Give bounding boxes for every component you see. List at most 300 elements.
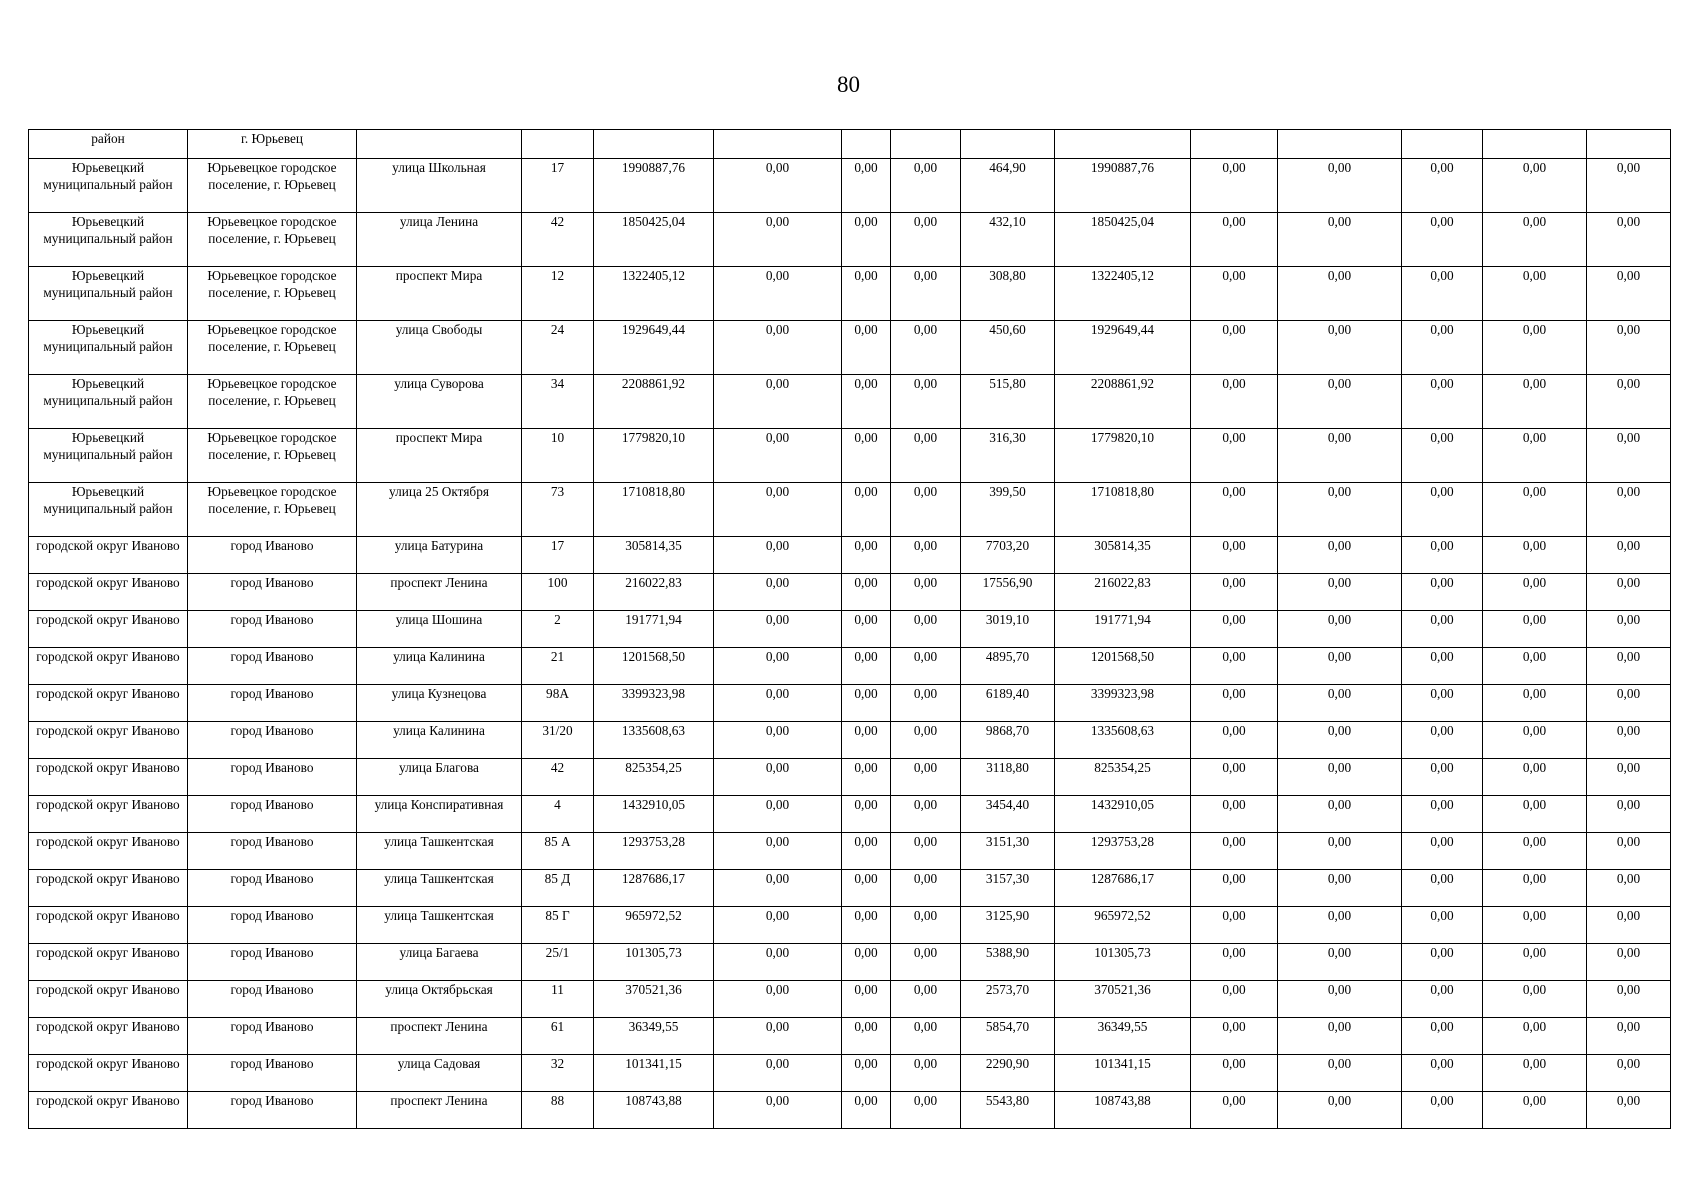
value-cell: 0,00 <box>891 759 961 796</box>
street-cell: улица Благова <box>357 759 522 796</box>
value-cell: 0,00 <box>1278 796 1402 833</box>
value-cell: 0,00 <box>842 321 891 375</box>
street-cell: проспект Мира <box>357 429 522 483</box>
value-cell: 0,00 <box>891 944 961 981</box>
value-cell: 0,00 <box>1483 796 1587 833</box>
empty-cell <box>1191 130 1278 159</box>
total-cost-cell: 1432910,05 <box>594 796 714 833</box>
area-cell: 3454,40 <box>961 796 1055 833</box>
street-cell: улица Конспиративная <box>357 796 522 833</box>
district-cell: городской округ Иваново <box>29 759 188 796</box>
house-number-cell: 24 <box>522 321 594 375</box>
area-cell: 17556,90 <box>961 574 1055 611</box>
area-cell: 3118,80 <box>961 759 1055 796</box>
value-cell: 0,00 <box>1587 833 1671 870</box>
district-cell: городской округ Иваново <box>29 685 188 722</box>
street-cell: улица Батурина <box>357 537 522 574</box>
value-cell: 0,00 <box>714 574 842 611</box>
area-cell: 308,80 <box>961 267 1055 321</box>
total-cost-cell: 1287686,17 <box>594 870 714 907</box>
settlement-cell: город Иваново <box>188 759 357 796</box>
value-cell: 0,00 <box>714 685 842 722</box>
total-cost-cell: 1710818,80 <box>594 483 714 537</box>
settlement-cell: Юрьевецкое городское поселение, г. Юрьевец <box>188 429 357 483</box>
value-cell: 1432910,05 <box>1055 796 1191 833</box>
value-cell: 0,00 <box>1483 648 1587 685</box>
value-cell: 1779820,10 <box>1055 429 1191 483</box>
settlement-cell: Юрьевецкое городское поселение, г. Юрьевец <box>188 267 357 321</box>
value-cell: 0,00 <box>1278 611 1402 648</box>
empty-cell <box>842 130 891 159</box>
value-cell: 216022,83 <box>1055 574 1191 611</box>
street-cell: улица Калинина <box>357 722 522 759</box>
area-cell: 3019,10 <box>961 611 1055 648</box>
value-cell: 0,00 <box>891 213 961 267</box>
value-cell: 0,00 <box>1402 870 1483 907</box>
value-cell: 0,00 <box>891 796 961 833</box>
value-cell: 0,00 <box>891 321 961 375</box>
value-cell: 0,00 <box>1191 321 1278 375</box>
total-cost-cell: 1929649,44 <box>594 321 714 375</box>
value-cell: 0,00 <box>1483 574 1587 611</box>
value-cell: 0,00 <box>714 1055 842 1092</box>
settlement-cell: Юрьевецкое городское поселение, г. Юрьевец <box>188 483 357 537</box>
settlement-cell: г. Юрьевец <box>188 130 357 159</box>
area-cell: 316,30 <box>961 429 1055 483</box>
value-cell: 0,00 <box>1402 722 1483 759</box>
table-row <box>29 267 1671 321</box>
district-cell: городской округ Иваново <box>29 722 188 759</box>
table-row <box>29 1092 1671 1129</box>
street-cell: улица Школьная <box>357 159 522 213</box>
house-number-cell: 85 Д <box>522 870 594 907</box>
value-cell: 0,00 <box>1278 944 1402 981</box>
table-row <box>29 375 1671 429</box>
house-number-cell: 61 <box>522 1018 594 1055</box>
value-cell: 0,00 <box>1402 648 1483 685</box>
value-cell: 36349,55 <box>1055 1018 1191 1055</box>
total-cost-cell: 1850425,04 <box>594 213 714 267</box>
value-cell: 370521,36 <box>1055 981 1191 1018</box>
value-cell: 0,00 <box>1587 429 1671 483</box>
value-cell: 0,00 <box>891 648 961 685</box>
value-cell: 0,00 <box>1191 483 1278 537</box>
value-cell: 0,00 <box>1278 1018 1402 1055</box>
value-cell: 0,00 <box>891 483 961 537</box>
value-cell: 0,00 <box>891 833 961 870</box>
value-cell: 0,00 <box>714 981 842 1018</box>
area-cell: 3157,30 <box>961 870 1055 907</box>
value-cell: 0,00 <box>1483 483 1587 537</box>
district-cell: Юрьевецкий муниципальный район <box>29 321 188 375</box>
settlement-cell: город Иваново <box>188 1092 357 1129</box>
value-cell: 0,00 <box>1191 429 1278 483</box>
value-cell: 0,00 <box>1483 685 1587 722</box>
area-cell: 6189,40 <box>961 685 1055 722</box>
value-cell: 0,00 <box>714 611 842 648</box>
value-cell: 0,00 <box>842 648 891 685</box>
table-row <box>29 981 1671 1018</box>
street-cell: улица Ташкентская <box>357 870 522 907</box>
value-cell: 0,00 <box>1191 574 1278 611</box>
house-number-cell: 42 <box>522 759 594 796</box>
value-cell: 0,00 <box>891 1055 961 1092</box>
house-number-cell: 98А <box>522 685 594 722</box>
empty-cell <box>357 130 522 159</box>
value-cell: 0,00 <box>1402 833 1483 870</box>
table-row <box>29 759 1671 796</box>
value-cell: 0,00 <box>1483 375 1587 429</box>
table-row <box>29 483 1671 537</box>
value-cell: 0,00 <box>714 429 842 483</box>
value-cell: 0,00 <box>842 267 891 321</box>
street-cell: улица 25 Октября <box>357 483 522 537</box>
house-number-cell: 17 <box>522 537 594 574</box>
empty-cell <box>1278 130 1402 159</box>
area-cell: 399,50 <box>961 483 1055 537</box>
table-row <box>29 722 1671 759</box>
total-cost-cell: 216022,83 <box>594 574 714 611</box>
area-cell: 464,90 <box>961 159 1055 213</box>
value-cell: 0,00 <box>1483 321 1587 375</box>
value-cell: 0,00 <box>1402 685 1483 722</box>
district-cell: городской округ Иваново <box>29 574 188 611</box>
settlement-cell: город Иваново <box>188 1055 357 1092</box>
value-cell: 101341,15 <box>1055 1055 1191 1092</box>
value-cell: 0,00 <box>1483 213 1587 267</box>
table-row <box>29 611 1671 648</box>
value-cell: 191771,94 <box>1055 611 1191 648</box>
house-number-cell: 100 <box>522 574 594 611</box>
settlement-cell: город Иваново <box>188 870 357 907</box>
district-cell: Юрьевецкий муниципальный район <box>29 375 188 429</box>
district-cell: городской округ Иваново <box>29 907 188 944</box>
value-cell: 0,00 <box>1191 1055 1278 1092</box>
value-cell: 0,00 <box>714 944 842 981</box>
value-cell: 0,00 <box>1587 796 1671 833</box>
value-cell: 0,00 <box>842 907 891 944</box>
value-cell: 0,00 <box>714 483 842 537</box>
value-cell: 0,00 <box>842 537 891 574</box>
street-cell: улица Ленина <box>357 213 522 267</box>
value-cell: 0,00 <box>1278 537 1402 574</box>
area-cell: 5543,80 <box>961 1092 1055 1129</box>
value-cell: 0,00 <box>842 1055 891 1092</box>
value-cell: 0,00 <box>842 833 891 870</box>
empty-cell <box>1402 130 1483 159</box>
value-cell: 0,00 <box>842 944 891 981</box>
value-cell: 0,00 <box>891 685 961 722</box>
empty-cell <box>1055 130 1191 159</box>
street-cell: улица Суворова <box>357 375 522 429</box>
value-cell: 0,00 <box>714 267 842 321</box>
value-cell: 0,00 <box>1402 159 1483 213</box>
value-cell: 1850425,04 <box>1055 213 1191 267</box>
street-cell: проспект Ленина <box>357 574 522 611</box>
table-row <box>29 833 1671 870</box>
value-cell: 0,00 <box>1483 159 1587 213</box>
district-cell: Юрьевецкий муниципальный район <box>29 159 188 213</box>
street-cell: улица Садовая <box>357 1055 522 1092</box>
value-cell: 0,00 <box>1278 429 1402 483</box>
table-row <box>29 213 1671 267</box>
value-cell: 0,00 <box>842 759 891 796</box>
total-cost-cell: 3399323,98 <box>594 685 714 722</box>
empty-cell <box>714 130 842 159</box>
district-cell: городской округ Иваново <box>29 611 188 648</box>
settlement-cell: город Иваново <box>188 574 357 611</box>
settlement-cell: город Иваново <box>188 907 357 944</box>
value-cell: 0,00 <box>1483 1092 1587 1129</box>
table-row <box>29 537 1671 574</box>
value-cell: 1201568,50 <box>1055 648 1191 685</box>
value-cell: 0,00 <box>842 796 891 833</box>
value-cell: 1335608,63 <box>1055 722 1191 759</box>
value-cell: 0,00 <box>714 796 842 833</box>
house-number-cell: 85 Г <box>522 907 594 944</box>
house-number-cell: 17 <box>522 159 594 213</box>
value-cell: 0,00 <box>1191 722 1278 759</box>
area-cell: 7703,20 <box>961 537 1055 574</box>
value-cell: 0,00 <box>1402 429 1483 483</box>
total-cost-cell: 825354,25 <box>594 759 714 796</box>
value-cell: 0,00 <box>891 267 961 321</box>
table-row <box>29 574 1671 611</box>
total-cost-cell: 965972,52 <box>594 907 714 944</box>
value-cell: 0,00 <box>1483 1055 1587 1092</box>
value-cell: 0,00 <box>1587 870 1671 907</box>
house-number-cell: 25/1 <box>522 944 594 981</box>
value-cell: 0,00 <box>1587 375 1671 429</box>
table-row-continued <box>29 130 1671 159</box>
value-cell: 1287686,17 <box>1055 870 1191 907</box>
area-cell: 515,80 <box>961 375 1055 429</box>
value-cell: 0,00 <box>714 321 842 375</box>
value-cell: 0,00 <box>1587 483 1671 537</box>
value-cell: 0,00 <box>714 833 842 870</box>
table-row <box>29 1055 1671 1092</box>
value-cell: 0,00 <box>714 722 842 759</box>
value-cell: 1990887,76 <box>1055 159 1191 213</box>
value-cell: 0,00 <box>1587 907 1671 944</box>
street-cell: улица Калинина <box>357 648 522 685</box>
value-cell: 0,00 <box>1587 611 1671 648</box>
value-cell: 0,00 <box>1402 981 1483 1018</box>
value-cell: 0,00 <box>714 870 842 907</box>
value-cell: 2208861,92 <box>1055 375 1191 429</box>
value-cell: 0,00 <box>1402 483 1483 537</box>
district-cell: Юрьевецкий муниципальный район <box>29 429 188 483</box>
value-cell: 0,00 <box>1483 833 1587 870</box>
value-cell: 0,00 <box>1278 375 1402 429</box>
table-row <box>29 685 1671 722</box>
district-cell: городской округ Иваново <box>29 1055 188 1092</box>
district-cell: городской округ Иваново <box>29 870 188 907</box>
value-cell: 965972,52 <box>1055 907 1191 944</box>
house-number-cell: 85 А <box>522 833 594 870</box>
house-number-cell: 2 <box>522 611 594 648</box>
area-cell: 5854,70 <box>961 1018 1055 1055</box>
table-row <box>29 159 1671 213</box>
area-cell: 2290,90 <box>961 1055 1055 1092</box>
value-cell: 0,00 <box>1191 611 1278 648</box>
value-cell: 0,00 <box>714 159 842 213</box>
value-cell: 0,00 <box>714 375 842 429</box>
value-cell: 1293753,28 <box>1055 833 1191 870</box>
table-row <box>29 944 1671 981</box>
district-cell: городской округ Иваново <box>29 1092 188 1129</box>
value-cell: 0,00 <box>842 213 891 267</box>
district-cell: городской округ Иваново <box>29 796 188 833</box>
value-cell: 0,00 <box>714 1092 842 1129</box>
total-cost-cell: 101341,15 <box>594 1055 714 1092</box>
value-cell: 0,00 <box>1278 1092 1402 1129</box>
table-row <box>29 429 1671 483</box>
value-cell: 0,00 <box>1278 685 1402 722</box>
house-number-cell: 12 <box>522 267 594 321</box>
value-cell: 0,00 <box>1278 870 1402 907</box>
value-cell: 0,00 <box>1191 648 1278 685</box>
total-cost-cell: 1293753,28 <box>594 833 714 870</box>
settlement-cell: город Иваново <box>188 722 357 759</box>
value-cell: 0,00 <box>891 375 961 429</box>
value-cell: 0,00 <box>1483 267 1587 321</box>
value-cell: 0,00 <box>1483 722 1587 759</box>
value-cell: 1710818,80 <box>1055 483 1191 537</box>
area-cell: 3125,90 <box>961 907 1055 944</box>
value-cell: 0,00 <box>1278 159 1402 213</box>
street-cell: проспект Мира <box>357 267 522 321</box>
value-cell: 0,00 <box>1191 1092 1278 1129</box>
district-cell: район <box>29 130 188 159</box>
value-cell: 0,00 <box>891 907 961 944</box>
area-cell: 9868,70 <box>961 722 1055 759</box>
area-cell: 432,10 <box>961 213 1055 267</box>
value-cell: 0,00 <box>1278 981 1402 1018</box>
settlement-cell: Юрьевецкое городское поселение, г. Юрьевец <box>188 375 357 429</box>
value-cell: 0,00 <box>1587 159 1671 213</box>
total-cost-cell: 1990887,76 <box>594 159 714 213</box>
settlement-cell: город Иваново <box>188 685 357 722</box>
value-cell: 0,00 <box>714 648 842 685</box>
value-cell: 0,00 <box>891 1018 961 1055</box>
value-cell: 0,00 <box>1278 574 1402 611</box>
total-cost-cell: 1335608,63 <box>594 722 714 759</box>
value-cell: 0,00 <box>1483 611 1587 648</box>
value-cell: 0,00 <box>1402 1018 1483 1055</box>
house-number-cell: 21 <box>522 648 594 685</box>
settlement-cell: Юрьевецкое городское поселение, г. Юрьевец <box>188 213 357 267</box>
value-cell: 0,00 <box>842 1092 891 1129</box>
registry-table <box>28 129 1671 1129</box>
value-cell: 0,00 <box>842 722 891 759</box>
settlement-cell: город Иваново <box>188 981 357 1018</box>
value-cell: 825354,25 <box>1055 759 1191 796</box>
area-cell: 450,60 <box>961 321 1055 375</box>
settlement-cell: город Иваново <box>188 1018 357 1055</box>
settlement-cell: город Иваново <box>188 537 357 574</box>
value-cell: 0,00 <box>891 981 961 1018</box>
total-cost-cell: 1201568,50 <box>594 648 714 685</box>
value-cell: 0,00 <box>1587 1055 1671 1092</box>
value-cell: 0,00 <box>1191 907 1278 944</box>
value-cell: 0,00 <box>1483 429 1587 483</box>
total-cost-cell: 370521,36 <box>594 981 714 1018</box>
value-cell: 0,00 <box>1191 870 1278 907</box>
settlement-cell: город Иваново <box>188 796 357 833</box>
page-number: 80 <box>837 72 860 97</box>
total-cost-cell: 36349,55 <box>594 1018 714 1055</box>
total-cost-cell: 1322405,12 <box>594 267 714 321</box>
table-body <box>29 130 1671 1129</box>
value-cell: 101305,73 <box>1055 944 1191 981</box>
value-cell: 0,00 <box>1402 1092 1483 1129</box>
district-cell: городской округ Иваново <box>29 981 188 1018</box>
value-cell: 0,00 <box>1483 907 1587 944</box>
empty-cell <box>1483 130 1587 159</box>
house-number-cell: 11 <box>522 981 594 1018</box>
district-cell: Юрьевецкий муниципальный район <box>29 483 188 537</box>
value-cell: 0,00 <box>1483 1018 1587 1055</box>
value-cell: 0,00 <box>714 1018 842 1055</box>
value-cell: 0,00 <box>1402 574 1483 611</box>
area-cell: 4895,70 <box>961 648 1055 685</box>
value-cell: 0,00 <box>1402 907 1483 944</box>
value-cell: 0,00 <box>1402 759 1483 796</box>
value-cell: 0,00 <box>1278 648 1402 685</box>
value-cell: 305814,35 <box>1055 537 1191 574</box>
value-cell: 0,00 <box>842 981 891 1018</box>
value-cell: 0,00 <box>1278 833 1402 870</box>
total-cost-cell: 305814,35 <box>594 537 714 574</box>
street-cell: улица Ташкентская <box>357 833 522 870</box>
value-cell: 0,00 <box>1278 759 1402 796</box>
value-cell: 0,00 <box>1587 267 1671 321</box>
table-row <box>29 321 1671 375</box>
value-cell: 0,00 <box>1587 685 1671 722</box>
district-cell: Юрьевецкий муниципальный район <box>29 267 188 321</box>
house-number-cell: 73 <box>522 483 594 537</box>
table-row <box>29 796 1671 833</box>
value-cell: 0,00 <box>1191 685 1278 722</box>
value-cell: 0,00 <box>891 429 961 483</box>
district-cell: городской округ Иваново <box>29 648 188 685</box>
value-cell: 0,00 <box>1483 981 1587 1018</box>
value-cell: 0,00 <box>1191 375 1278 429</box>
value-cell: 0,00 <box>891 1092 961 1129</box>
area-cell: 3151,30 <box>961 833 1055 870</box>
value-cell: 0,00 <box>891 537 961 574</box>
settlement-cell: Юрьевецкое городское поселение, г. Юрьевец <box>188 159 357 213</box>
house-number-cell: 31/20 <box>522 722 594 759</box>
district-cell: городской округ Иваново <box>29 833 188 870</box>
value-cell: 0,00 <box>1587 981 1671 1018</box>
value-cell: 0,00 <box>1587 537 1671 574</box>
value-cell: 0,00 <box>1402 537 1483 574</box>
value-cell: 0,00 <box>891 722 961 759</box>
value-cell: 0,00 <box>1587 1092 1671 1129</box>
value-cell: 0,00 <box>1402 267 1483 321</box>
value-cell: 0,00 <box>1191 944 1278 981</box>
settlement-cell: город Иваново <box>188 833 357 870</box>
value-cell: 0,00 <box>1402 375 1483 429</box>
value-cell: 0,00 <box>1587 759 1671 796</box>
value-cell: 0,00 <box>891 574 961 611</box>
value-cell: 0,00 <box>714 213 842 267</box>
value-cell: 0,00 <box>1483 537 1587 574</box>
value-cell: 0,00 <box>1191 267 1278 321</box>
value-cell: 0,00 <box>842 159 891 213</box>
